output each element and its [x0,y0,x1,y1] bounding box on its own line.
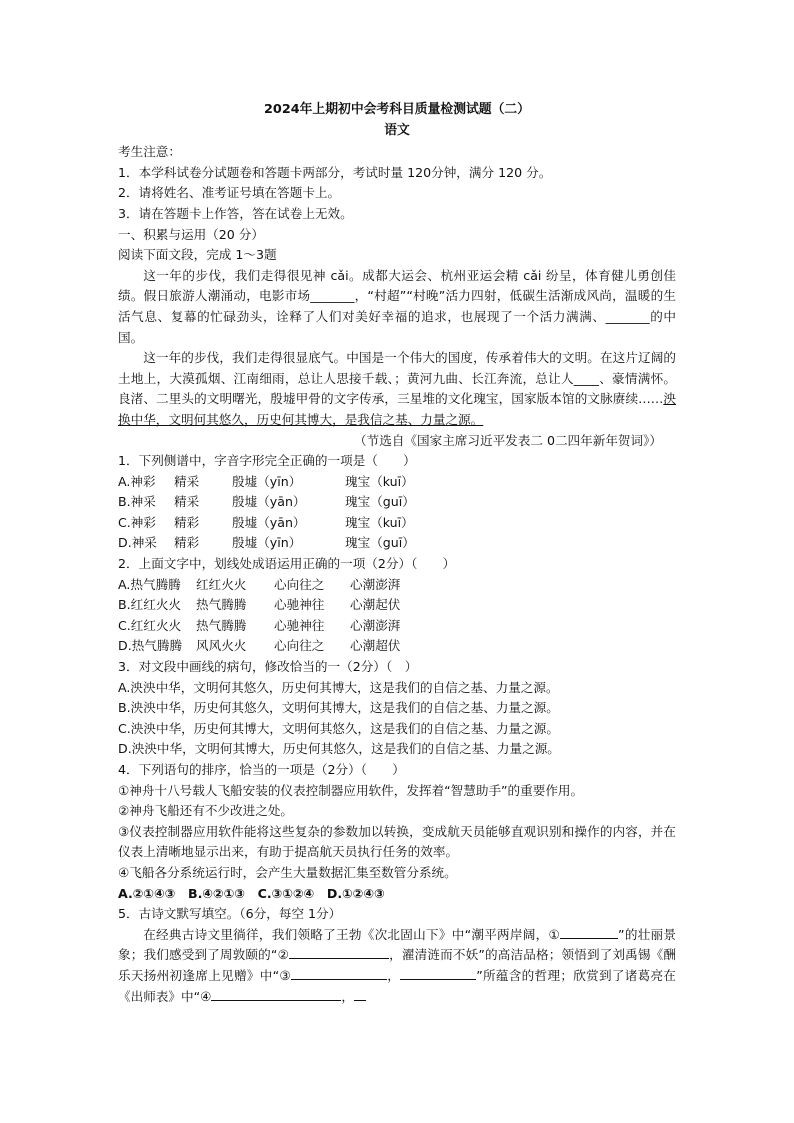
option-word: 瑰宝（kuī） [345,473,414,489]
answer-blank-3[interactable] [291,966,387,980]
option-word: 心潮澎湃 [350,576,401,592]
q5-text: ， [387,967,401,983]
question-3-option-c: C.泱泱中华，历史何其博大，文明何其悠久，这是我们的自信之基、力量之源。 [118,720,559,736]
notice-item: 1．本学科试卷分试题卷和答题卡两部分，考试时量 120分钟，满分 120 分。 [118,164,552,180]
underlined-sentence: 泱换中华，文明何其悠久，历史何其博大，是我信之基、力量之源。 [118,391,677,427]
question-2-option-a [118,575,676,596]
answer-blank-2[interactable] [289,945,389,959]
option-word: 心潮起伏 [350,597,401,613]
question-2-option-d [118,636,676,657]
option-word: C.红红火火 [118,617,182,633]
option-word: 瑰宝（guī） [345,494,415,510]
option-word: C.神彩 [118,514,156,530]
q5-text: ”的壮丽景象；我们感受到了周敦颐的“② [118,926,676,963]
question-2-stem: 2．上面文字中，划线处成语运用正确的一项（2分）（ ） [118,556,456,572]
question-2-option-b [118,595,676,616]
question-3-option-b: B.泱泱中华，历史何其悠久，文明何其博大，这是我们的自信之基、力量之源。 [118,700,559,716]
question-5-body [118,925,676,1007]
option-word: 心潮超伏 [350,638,401,654]
option-word: 殷墟（yīn） [232,473,302,489]
option-word: 殷墟（yīn） [232,535,302,551]
question-4-options: A.②①④③ B.④②①③ C.③①②④ D.①②④③ [118,885,385,901]
q5-text: ”所蕴含的哲理；欣赏到了诸葛亮在《出师表》中“④ [118,967,676,1004]
passage-text: 这一年的步伐，我们走得很显底气。中国是一个伟大的国度，传承着伟大的文明。在这片辽阔的土地上，大漠孤烟、江南细雨，总让人思接千载、；黄河九曲、长江奔流，总让人____、豪情满怀。良渚、二里头的文明曙光，殷墟甲骨的文字传承，三星堆的文化瑰宝，国家版本馆的文脉赓续…… [118,350,676,407]
option-word: A.神彩 [118,473,156,489]
option-word: 心驰神往 [274,597,325,613]
option-word: A.热气腾腾 [118,576,181,592]
option-word: 红红火火 [196,576,247,592]
notice-heading: 考生注意： [118,144,181,160]
option-word: 精采 [174,473,200,489]
option-word: 瑰宝（kuī） [345,514,414,530]
passage-paragraph-1: 这一年的步伐，我们走得很见神 cǎi。成都大运会、杭州亚运会精 cǎi 纷呈，体育健儿勇创佳绩。假日旅游人潮涌动，电影市场_______，“村超”“村晚”活力四射，低碳生活渐成风尚，温暖的生活气息、复幕的忙碌劲头，诠释了人们对美好幸福的追求，也展现了一个活力满满、_______的中国。 [118,267,676,345]
option-word: 瑰宝（guī） [345,535,415,551]
subject-title: 语文 [384,122,410,138]
question-1-option-a [118,472,676,493]
passage-paragraph-2 [118,348,676,430]
option-word: 精彩 [174,514,200,530]
option-word: 精采 [174,494,200,510]
question-4-sentence-4: ④飞船各分系统运行时，会产生大量数据汇集至数管分系统。 [118,864,457,880]
answer-blank-4[interactable] [400,966,476,980]
question-4-sentence-2: ②神舟飞船还有不少改进之处。 [118,803,294,819]
option-word: 心潮澎湃 [350,617,401,633]
q5-text: ，濯清涟而不妖”的高洁品格；领悟到了刘禹锡《酬乐天扬州初逢席上见赠》中“③ [118,947,676,983]
question-1-option-d [118,533,676,554]
question-3-option-a: A.泱泱中华，文明何其悠久，历史何其博大，这是我们的自信之基、力量之源。 [118,679,559,695]
q5-text: ， [341,988,354,1004]
exam-title: 2024年上期初中会考科目质量检测试题（二） [264,102,530,117]
option-word: 热气腾腾 [196,597,247,613]
option-word: D.神采 [118,535,157,551]
question-2-option-c [118,616,676,637]
question-3-stem: 3．对文段中画线的病句，修改恰当的一（2分）（ ） [118,659,418,675]
question-1-option-b [118,492,676,513]
question-4-stem: 4．下列语句的排序，恰当的一项是（2分）（ ） [118,762,405,777]
answer-blank-5[interactable] [211,987,341,1001]
passage-source: （节选自《国家主席习近平发表二 0二四年新年贺词》） [354,432,662,448]
exam-page [118,96,676,1007]
answer-blank-6[interactable] [354,987,366,1001]
option-word: 热气腾腾 [196,617,247,633]
question-1-stem: 1．下列侧谱中，字音字形完全正确的一项是（ ） [118,453,416,469]
option-word: B.红红火火 [118,597,182,613]
question-3-option-d: D.泱泱中华，文明何其博大，历史何其悠久，这是我们的自信之基、力量之源。 [118,741,560,757]
option-word: D.热气腾腾 [118,638,183,654]
question-4-sentence-3: ③仪表控制器应用软件能将这些复杂的参数加以转换，变成航天员能够直观识别和操作的内容，并在仪表上清晰地显示出来，有助于提高航天员执行任务的效率。 [118,823,676,860]
option-word: 殷墟（yān） [232,514,306,530]
option-word: B.神采 [118,494,156,510]
option-word: 殷墟（yān） [232,494,306,510]
section-heading: 一、积累与运用（20 分） [118,226,264,242]
question-1-option-c [118,513,676,534]
reading-intro: 阅读下面文段，完成 1～3题 [118,247,277,263]
answer-blank-1-cont[interactable] [608,925,618,939]
option-word: 精彩 [174,535,200,551]
notice-item: 3．请在答题卡上作答，答在试卷上无效。 [118,205,353,221]
q5-text: 在经典古诗文里徜徉，我们领略了王勃《次北固山下》中“潮平两岸阔，① [143,926,561,942]
answer-blank-1[interactable] [560,925,608,939]
option-word: 心驰神往 [274,617,325,633]
notice-item: 2．请将姓名、准考证号填在答题卡上。 [118,185,341,201]
option-word: 心向往之 [274,576,325,592]
question-5-stem: 5．古诗文默写填空。（6分，每空 1分） [118,906,342,922]
option-word: 心向往之 [274,638,325,654]
option-word: 风风火火 [196,638,247,654]
question-4-sentence-1: ①神舟十八号载人飞船安装的仪表控制器应用软件，发挥着“智慧助手”的重要作用。 [118,782,584,798]
